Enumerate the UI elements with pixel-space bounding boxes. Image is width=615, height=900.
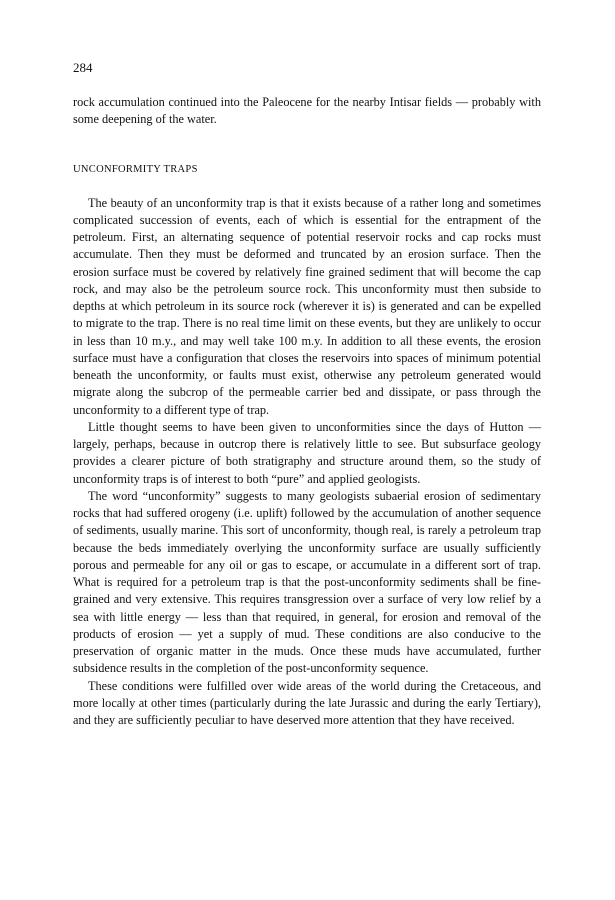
- section-heading: UNCONFORMITY TRAPS: [73, 163, 198, 175]
- document-page: [73, 60, 541, 729]
- body-paragraph: These conditions were fulfilled over wide areas of the world during the Cretaceous, and more locally at other times (particularly during the late Jurassic and during the early Tertiary), and they are sufficiently peculiar to have deserved more attention that they have received.: [73, 678, 541, 727]
- body-paragraph: The word “unconformity” suggests to many geologists subaerial erosion of sedimentary rocks that had suffered orogeny (i.e. uplift) followed by the accumulation of another sequence of sediments, usually marine. This sort of unconformity, though real, is rarely a petroleum trap because the beds immediately overlying the unconformity surface are usually sufficiently porous and permeable for any oil or gas to escape, or accumulate in a different sort of trap. What is required for a petroleum trap is that the post-unconformity sediments shall be fine-grained and very extensive. This requires transgression over a surface of very low relief by a sea with little energy — less than that required, in general, for erosion and removal of the products of erosion — yet a supply of mud. These conditions are also conducive to the preservation of organic matter in the muds. Once these muds have accumulated, further subsidence results in the completion of the post-unconformity sequence.: [73, 488, 541, 676]
- intro-paragraph: rock accumulation continued into the Paleocene for the nearby Intisar fields — probably with some deepening of the water.: [73, 95, 541, 127]
- body-paragraph: Little thought seems to have been given to unconformities since the days of Hutton — largely, perhaps, because in outcrop there is relatively little to see. But subsurface geology provides a clearer picture of both stratigraphy and structure around them, so the study of unconformity traps is of interest to both “pure” and applied geologists.: [73, 419, 541, 486]
- page-number: 284: [73, 60, 93, 75]
- body-paragraph: The beauty of an unconformity trap is that it exists because of a rather long and sometimes complicated succession of events, each of which is essential for the entrapment of the petroleum. First, an alternating sequence of potential reservoir rocks and cap rocks must accumulate. Then they must be deformed and truncated by an erosion surface. Then the erosion surface must be covered by relatively fine grained sediment that will become the cap rock, and may also be the petroleum source rock. This unconformity must then subside to depths at which petroleum in its source rock (wherever it is) is generated and can be expelled to migrate to the trap. There is no real time limit on these events, but they are unlikely to occur in less than 10 m.y., and may well take 100 m.y. In addition to all these events, the erosion surface must have a configuration that closes the reservoirs into spaces of minimum potential beneath the unconformity, or faults must exist, otherwise any petroleum generated would migrate along the subcrop of the permeable carrier bed and dissipate, or pass through the unconformity to a different type of trap.: [73, 195, 541, 417]
